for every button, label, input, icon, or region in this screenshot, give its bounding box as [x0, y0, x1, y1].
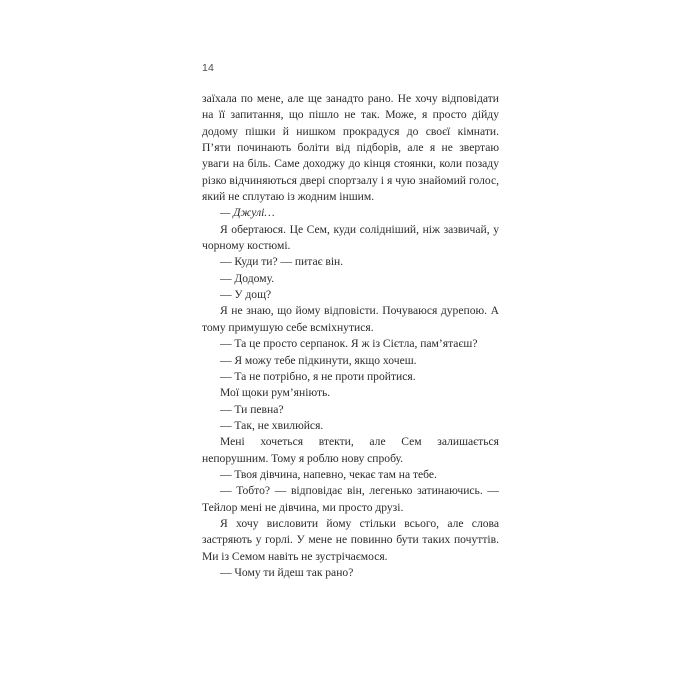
paragraph: заїхала по мене, але ще занадто рано. Не хочу відповідати на її запитання, що пішло не так. Може, я просто дійду додому пішки й нишком прокрадуся до своєї кімнати. П’яти починають боліти від підборів, але я не звертаю уваги на біль. Саме доходжу до кінця стоянки, коли позаду різко відчиняються двері спортзалу і я чую знайомий голос, який не сплутаю із жодним іншим. — [202, 92, 499, 204]
page-number: 14 — [202, 62, 215, 74]
dialogue-line: — Так, не хвилюйся. — [220, 418, 324, 432]
dialogue-line: — У дощ? — [220, 288, 272, 302]
dialogue-line: — Ти певна? — [220, 402, 284, 416]
dialogue-line: — Додому. — [220, 271, 275, 285]
dialogue-line: — Та не потрібно, я не проти пройтися. — [220, 369, 416, 383]
paragraph: Я хочу висловити йому стільки всього, але слова застряють у горлі. У мене не повинно бути таких почуттів. Ми із Семом навіть не зустрічаємося. — [202, 516, 499, 563]
page-text-block — [202, 91, 499, 581]
dialogue-line: — Я можу тебе підкинути, якщо хочеш. — [220, 353, 417, 367]
paragraph: Я не знаю, що йому відповісти. Почуваюся дурепою. А тому примушую себе всміхнутися. — [202, 304, 499, 334]
dialogue-line: — Куди ти? — питає він. — [220, 255, 344, 269]
dialogue-line: — Твоя дівчина, напевно, чекає там на тебе. — [220, 467, 437, 481]
dialogue-line: — Та це просто серпанок. Я ж із Сієтла, пам’ятаєш? — [220, 337, 478, 351]
dialogue-line: — Чому ти йдеш так рано? — [220, 565, 354, 579]
paragraph: Я обертаюся. Це Сем, куди солідніший, ніж зазвичай, у чорному костюмі. — [202, 222, 499, 253]
paragraph: Мої щоки рум’яніють. — [220, 386, 331, 400]
dialogue-line: — Тобто? — відповідає він, легенько затинаючись. — Тейлор мені не дівчина, ми просто друзі. — [202, 484, 499, 514]
dialogue-line: — Джулі… — [220, 206, 275, 220]
paragraph: Мені хочеться втекти, але Сем залишається непорушним. Тому я роблю нову спробу. — [202, 435, 499, 465]
